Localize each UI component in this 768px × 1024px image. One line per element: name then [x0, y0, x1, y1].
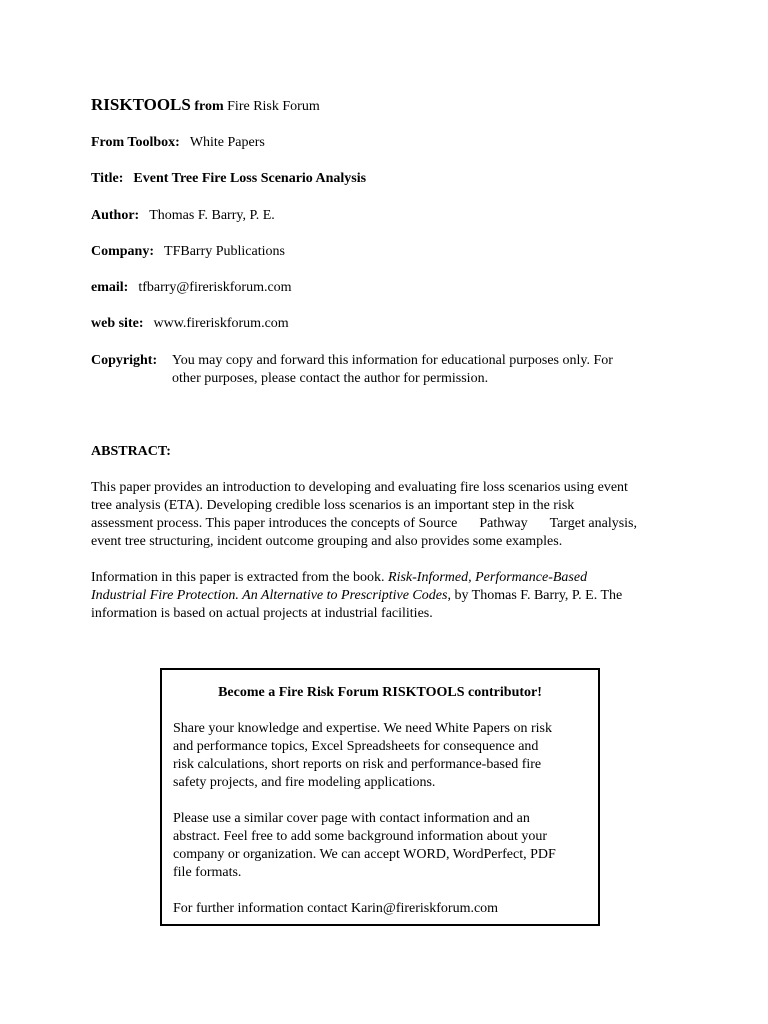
source-name: Fire Risk Forum	[227, 99, 320, 114]
toolbox-row	[91, 134, 265, 152]
abstract-paragraph-1	[91, 479, 681, 551]
contributor-box	[160, 668, 600, 926]
abstract-p1-line-3a: assessment process. This paper introduces the concepts of Source	[91, 516, 458, 531]
abstract-p1-line-3c: Target analysis,	[549, 516, 637, 531]
copyright-text	[172, 352, 672, 388]
author-value: Thomas F. Barry, P. E.	[149, 208, 275, 223]
company-label: Company:	[91, 244, 155, 259]
contributor-p1-line-4: safety projects, and fire modeling applications.	[173, 775, 436, 790]
toolbox-label: From Toolbox:	[91, 135, 180, 150]
company-value: TFBarry Publications	[164, 244, 285, 259]
title-row	[91, 170, 366, 188]
book-title-part-2: Industrial Fire Protection. An Alternative to Prescriptive Codes	[91, 588, 448, 603]
contributor-p2-line-2: abstract. Feel free to add some background information about your	[173, 829, 547, 844]
abstract-p1-line-3	[91, 515, 681, 533]
toolbox-value: White Papers	[189, 135, 265, 150]
abstract-paragraph-2	[91, 569, 681, 623]
brand-name: RISKTOOLS	[91, 95, 191, 114]
header-line	[91, 96, 320, 116]
contributor-p3-line-1: For further information contact Karin@fireriskforum.com	[173, 901, 499, 916]
abstract-heading: ABSTRACT:	[91, 444, 171, 459]
abstract-p1-line-3b: Pathway	[479, 516, 528, 531]
contributor-p1-line-2: and performance topics, Excel Spreadsheets for consequence and	[173, 739, 539, 754]
copyright-label: Copyright:	[91, 353, 158, 368]
abstract-p2-line-3: information is based on actual projects at industrial facilities.	[91, 606, 433, 621]
abstract-p1-line-1: This paper provides an introduction to developing and evaluating fire loss scenarios using event	[91, 480, 628, 495]
contributor-box-title: Become a Fire Risk Forum RISKTOOLS contributor!	[218, 685, 542, 700]
abstract-p1-line-2: tree analysis (ETA). Developing credible loss scenarios is an important step in the risk	[91, 498, 575, 513]
website-row	[91, 315, 289, 333]
abstract-p1-line-4: event tree structuring, incident outcome grouping and also provides some examples.	[91, 534, 563, 549]
copyright-label-row	[91, 352, 157, 370]
contributor-p2-line-3: company or organization. We can accept WORD, WordPerfect, PDF	[173, 847, 556, 862]
from-word: from	[194, 99, 224, 114]
author-label: Author:	[91, 208, 140, 223]
contributor-p1-line-1: Share your knowledge and expertise. We need White Papers on risk	[173, 721, 552, 736]
copyright-line-2: other purposes, please contact the author for permission.	[172, 371, 489, 386]
contributor-p2-line-4: file formats.	[173, 865, 242, 880]
email-label: email:	[91, 280, 129, 295]
website-value: www.fireriskforum.com	[153, 316, 289, 331]
abstract-p2-line-1	[91, 569, 681, 587]
company-row	[91, 243, 285, 261]
copyright-line-1: You may copy and forward this information for educational purposes only. For	[172, 353, 613, 368]
abstract-p2-line-2	[91, 587, 681, 605]
contributor-paragraph-3	[173, 900, 593, 918]
contributor-p2-line-1: Please use a similar cover page with contact information and an	[173, 811, 530, 826]
author-row	[91, 207, 275, 225]
email-value: tfbarry@fireriskforum.com	[138, 280, 292, 295]
email-row	[91, 279, 292, 297]
title-value: Event Tree Fire Loss Scenario Analysis	[133, 171, 367, 186]
contributor-paragraph-2	[173, 810, 593, 882]
abstract-p2-after-book: , by Thomas F. Barry, P. E. The	[447, 588, 623, 603]
abstract-p2-prefix: Information in this paper is extracted from the book.	[91, 570, 385, 585]
book-title-part-1: Risk-Informed, Performance-Based	[388, 570, 588, 585]
website-label: web site:	[91, 316, 144, 331]
contributor-paragraph-1	[173, 720, 593, 792]
contributor-p1-line-3: risk calculations, short reports on risk and performance-based fire	[173, 757, 542, 772]
title-label: Title:	[91, 171, 124, 186]
